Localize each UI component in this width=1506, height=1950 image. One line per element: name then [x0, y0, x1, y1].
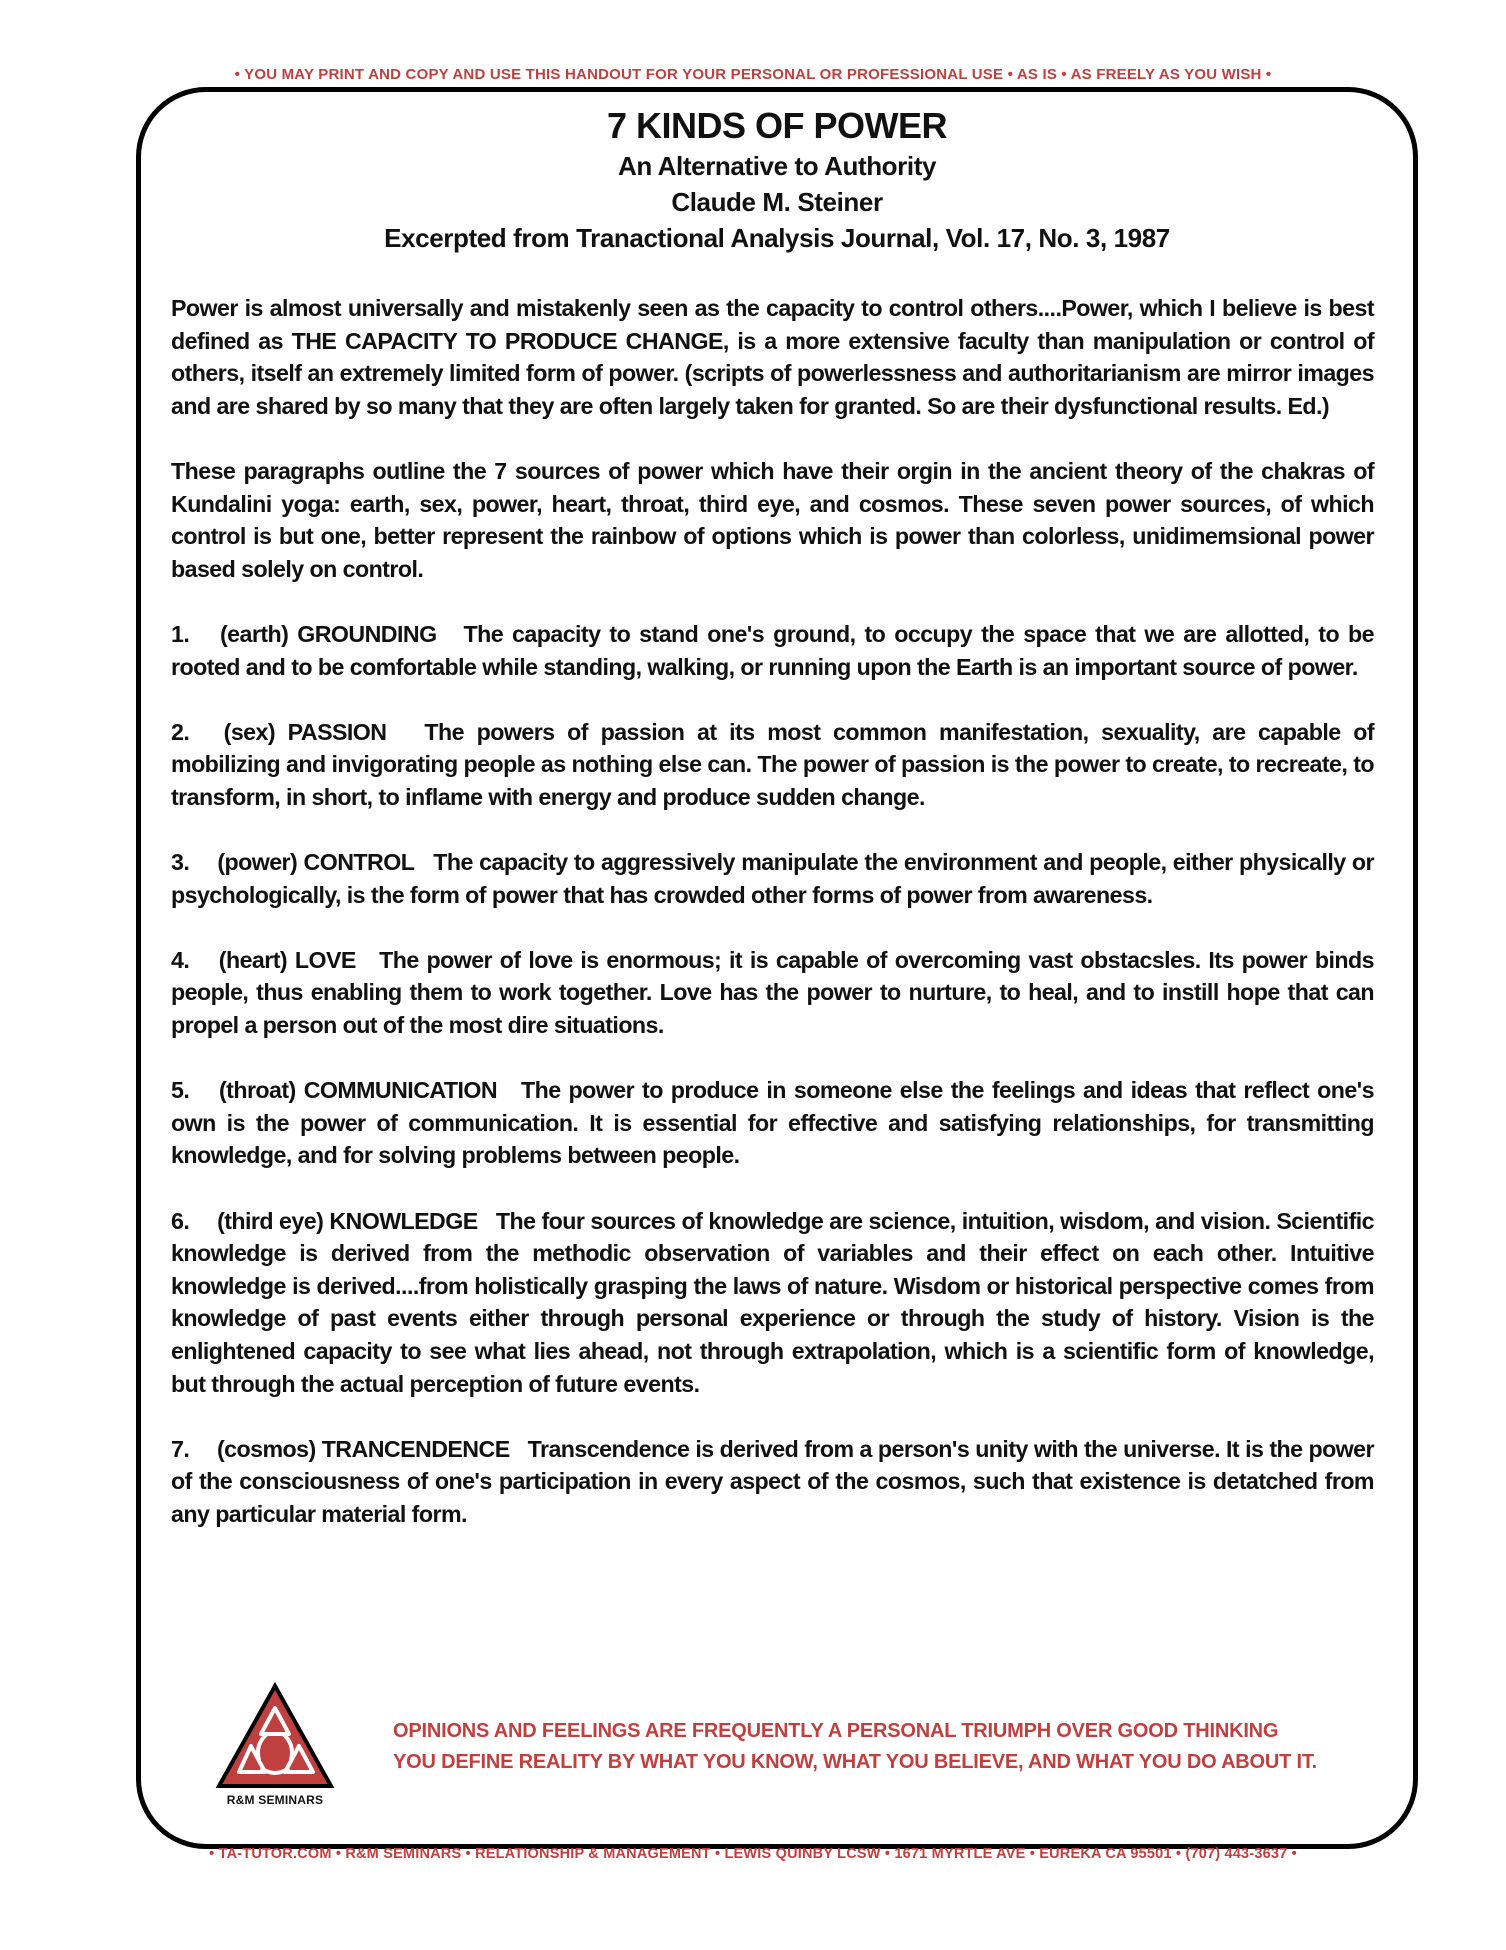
item-heading: (third eye) KNOWLEDGE [217, 1207, 478, 1234]
document-author: Claude M. Steiner [671, 187, 883, 217]
item-number: 6. [171, 1207, 190, 1234]
item-number: 1. [171, 620, 190, 647]
item-heading: (sex) PASSION [223, 718, 387, 745]
item-heading: (earth) GROUNDING [219, 620, 437, 647]
power-item-grounding [171, 618, 1374, 683]
footer-area [200, 1680, 1380, 1820]
item-heading: (cosmos) TRANCENDENCE [217, 1435, 510, 1462]
power-item-knowledge [171, 1205, 1374, 1401]
item-text: The power to produce in someone else the feelings and ideas that reflect one's own is the power of communication. It is essential for effective and satisfying relationships, for transmitting knowledge, and for solving problems between people. [171, 1077, 1374, 1169]
item-text: The capacity to aggressively manipulate the environment and people, either physically or psychologically, is the form of power that has crowded other forms of power from awareness. [171, 849, 1374, 908]
item-heading: (power) CONTROL [217, 849, 415, 876]
item-heading: (heart) LOVE [218, 946, 356, 973]
item-text: Transcendence is derived from a person's unity with the universe. It is the power of the consciousness of one's participation in every aspect of the cosmos, such that existence is detatched from any particular material form. [171, 1435, 1374, 1527]
document-subtitle: An Alternative to Authority [617, 151, 937, 181]
quote-line-2: YOU DEFINE REALITY BY WHAT YOU KNOW, WHAT YOU BELIEVE, AND WHAT YOU DO ABOUT IT. [393, 1751, 1318, 1773]
item-number: 5. [171, 1077, 190, 1104]
contact-footer: • TA-TUTOR.COM • R&M SEMINARS • RELATIONSHIP & MANAGEMENT • LEWIS QUINBY LCSW • 1671 MYRTLE AVE • EUREKA CA 95501 • (707) 443-3637 • [209, 1846, 1297, 1862]
power-item-trancendence [171, 1433, 1374, 1531]
document-header [141, 104, 1413, 256]
item-text: The power of love is enormous; it is capable of overcoming vast obstacsles. Its power binds people, thus enabling them to work together. Love has the power to nurture, to heal, and to instill hope that can propel a person out of the most dire situations. [171, 946, 1374, 1039]
power-item-communication [171, 1074, 1374, 1172]
item-text: The capacity to stand one's ground, to occupy the space that we are allotted, to be rooted and to be comfortable while standing, walking, or running upon the Earth is an important source of power. [171, 620, 1374, 680]
intro-paragraph-2: These paragraphs outline the 7 sources of power which have their orgin in the ancient theory of the chakras of Kundalini yoga: earth, sex, power, heart, throat, third eye, and cosmos. These seven power sources, of which control is but one, better represent the rainbow of options which is power than colorless, unidimemsional power based solely on control. [171, 457, 1374, 582]
document-title: 7 KINDS OF POWER [606, 105, 948, 146]
item-text: The four sources of knowledge are science, intuition, wisdom, and vision. Scientific knowledge is derived from the methodic observation of variables and their effect on each other. Intuitive knowledge is derived....from holistically grasping the laws of nature. Wisdom or historical perspective comes from knowledge of past events either through personal experience or through the study of history. Vision is the enlightened capacity to see what lies ahead, not through extrapolation, which is a scientific form of knowledge, but through the actual perception of future events. [171, 1207, 1374, 1397]
item-number: 4. [171, 946, 190, 973]
usage-notice: • YOU MAY PRINT AND COPY AND USE THIS HANDOUT FOR YOUR PERSONAL OR PROFESSIONAL USE • AS IS • AS FREELY AS YOU WISH • [234, 66, 1272, 83]
rm-seminars-logo [200, 1682, 350, 1807]
item-text: The powers of passion at its most common manifestation, sexuality, are capable of mobilizing and invigorating people as nothing else can. The power of passion is the power to create, to recreate, to transform, in short, to inflame with energy and produce sudden change. [171, 718, 1374, 810]
document-body [171, 292, 1374, 1563]
power-item-control [171, 846, 1374, 911]
power-item-love [171, 944, 1374, 1042]
item-heading: (throat) COMMUNICATION [218, 1077, 498, 1104]
triangle-knot-logo-icon [215, 1682, 335, 1790]
item-number: 3. [171, 849, 190, 876]
document-source: Excerpted from Tranactional Analysis Journal, Vol. 17, No. 3, 1987 [384, 223, 1170, 253]
intro-paragraph-1: Power is almost universally and mistakenly seen as the capacity to control others....Power, which I believe is best defined as THE CAPACITY TO PRODUCE CHANGE, is a more extensive faculty than manipulation or control of others, itself an extremely limited form of power. (scripts of powerlessness and authoritarianism are mirror images and are shared by so many that they are often largely taken for granted. So are their dysfunctional results. Ed.) [171, 295, 1374, 419]
quote-line-1: OPINIONS AND FEELINGS ARE FREQUENTLY A PERSONAL TRIUMPH OVER GOOD THINKING [393, 1720, 1279, 1742]
item-number: 2. [171, 718, 190, 745]
power-item-passion [171, 716, 1374, 814]
quote-block [393, 1716, 1317, 1778]
item-number: 7. [171, 1435, 190, 1462]
logo-caption: R&M SEMINARS [226, 1793, 324, 1807]
